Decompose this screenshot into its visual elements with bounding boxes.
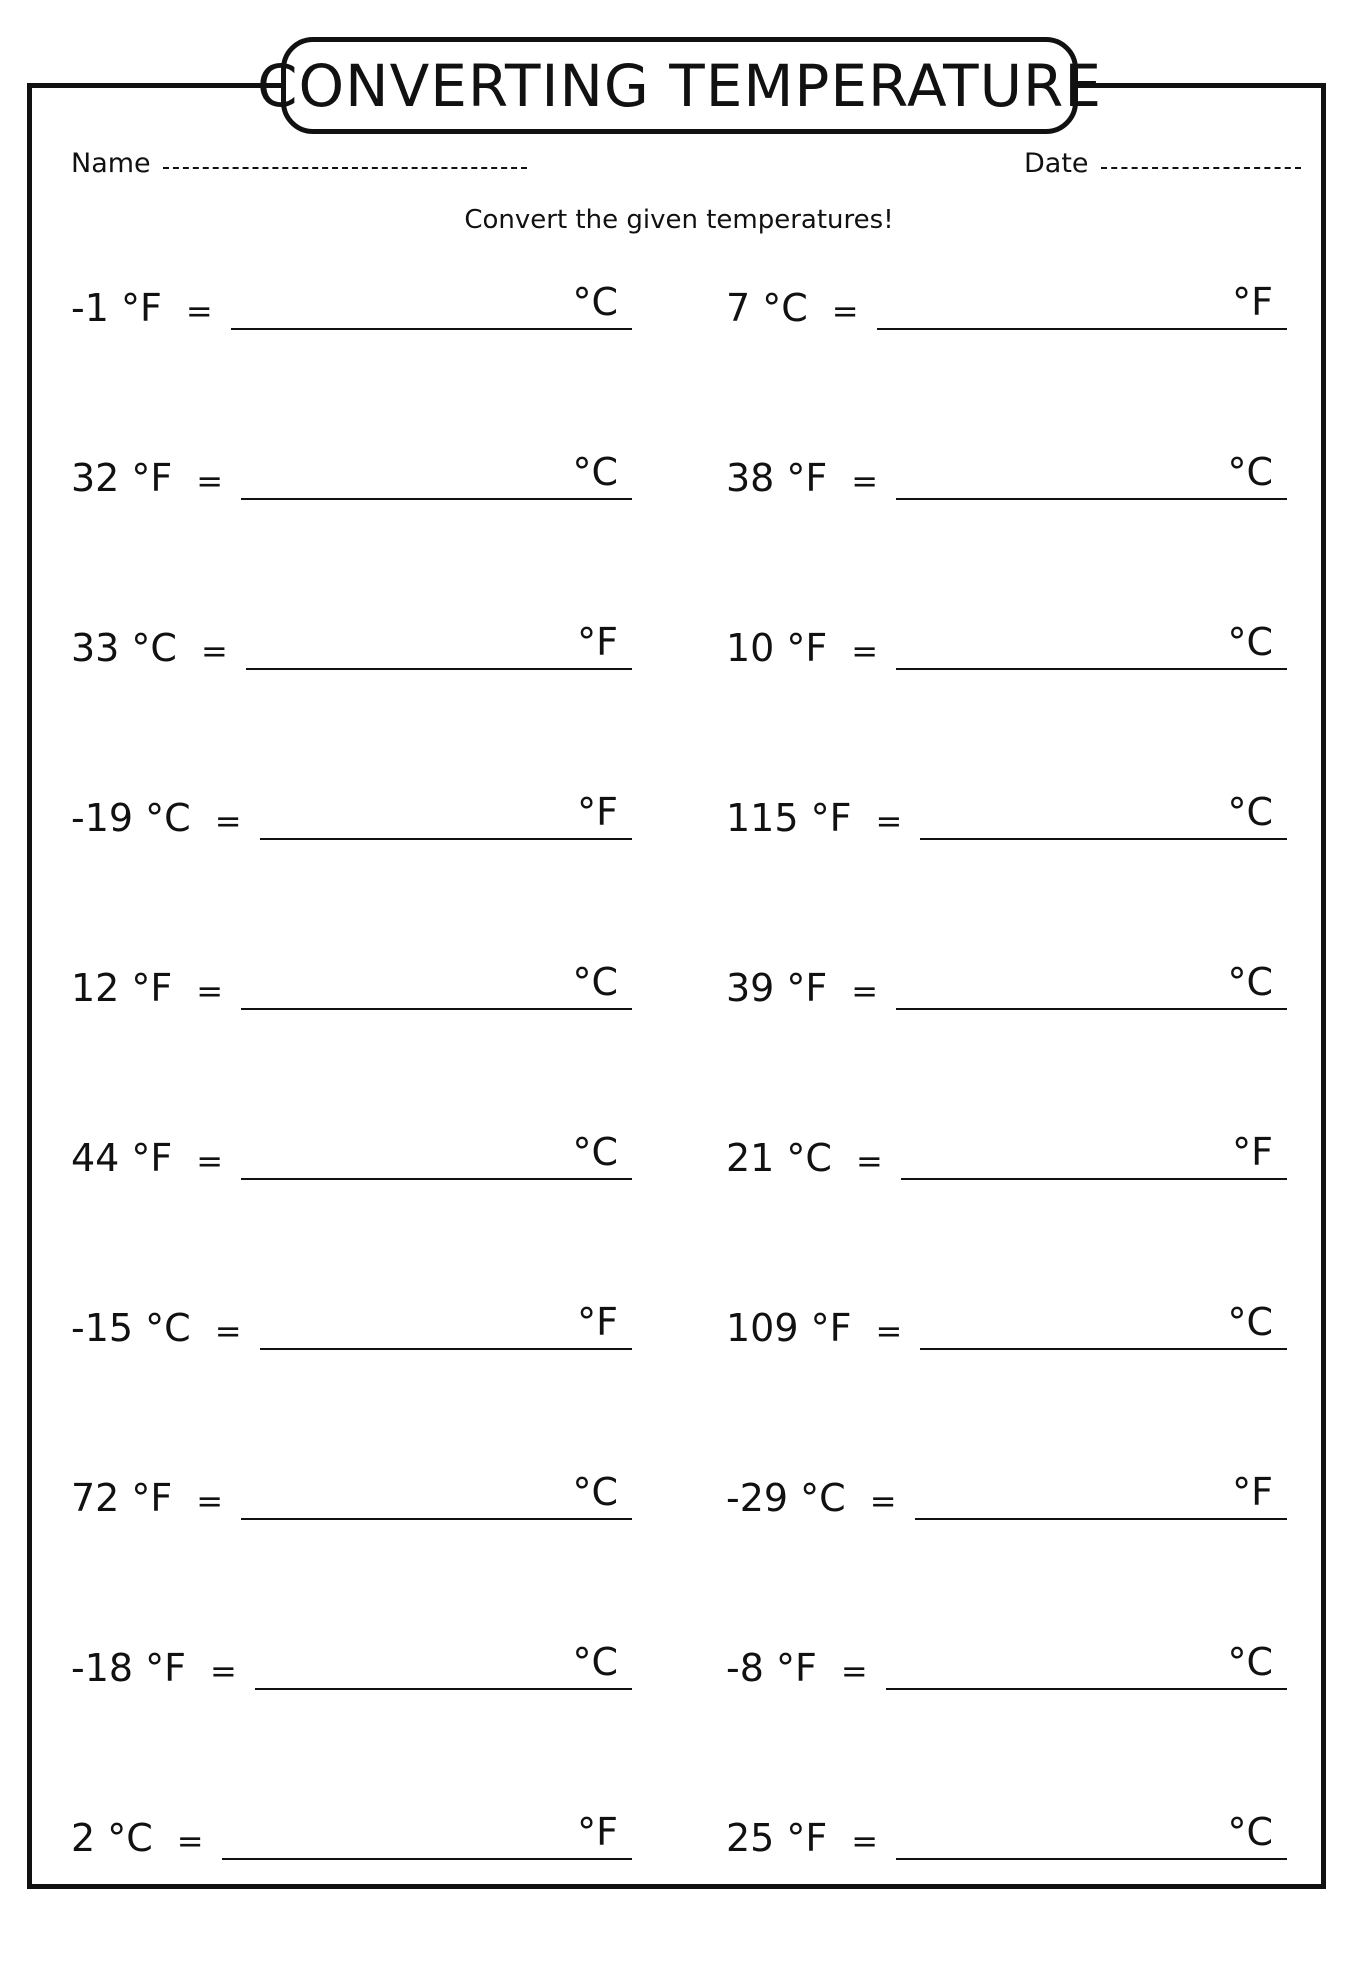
problem-item [726, 1630, 1287, 1690]
problem-value: 72 °F [71, 1476, 173, 1520]
problem-value: 109 °F [726, 1306, 852, 1350]
answer-blank[interactable] [896, 442, 1287, 500]
problem-value: 38 °F [726, 456, 828, 500]
answer-blank[interactable] [231, 272, 632, 330]
target-unit: °C [572, 960, 618, 1004]
problem-item [726, 950, 1287, 1010]
equals-sign: = [851, 1822, 879, 1860]
problem-value: 10 °F [726, 626, 828, 670]
target-unit: °F [577, 790, 618, 834]
target-unit: °C [1227, 450, 1273, 494]
problem-value: 44 °F [71, 1136, 173, 1180]
target-unit: °C [572, 450, 618, 494]
equals-sign: = [176, 1822, 204, 1860]
problem-item [726, 1120, 1287, 1180]
date-label: Date [1024, 148, 1089, 179]
target-unit: °C [1227, 1300, 1273, 1344]
target-unit: °F [577, 1810, 618, 1854]
date-field[interactable] [1024, 148, 1301, 179]
problem-item [71, 1120, 632, 1180]
answer-blank[interactable] [241, 952, 632, 1010]
target-unit: °C [1227, 620, 1273, 664]
answer-blank[interactable] [886, 1632, 1287, 1690]
answer-blank[interactable] [901, 1122, 1287, 1180]
problem-value: 2 °C [71, 1816, 153, 1860]
target-unit: °C [1227, 1810, 1273, 1854]
target-unit: °F [1232, 280, 1273, 324]
problem-item [726, 780, 1287, 840]
problem-item [71, 270, 632, 330]
equals-sign: = [196, 462, 224, 500]
problem-item [71, 1290, 632, 1350]
problem-item [71, 1630, 632, 1690]
answer-blank[interactable] [241, 442, 632, 500]
answer-blank[interactable] [255, 1632, 632, 1690]
target-unit: °C [1227, 960, 1273, 1004]
problem-item [71, 610, 632, 670]
equals-sign: = [185, 292, 213, 330]
equals-sign: = [875, 1312, 903, 1350]
problem-item [71, 1800, 632, 1860]
title-banner [257, 37, 1102, 134]
problem-value: -18 °F [71, 1646, 187, 1690]
problem-value: -15 °C [71, 1306, 191, 1350]
problem-item [71, 440, 632, 500]
equals-sign: = [196, 972, 224, 1010]
equals-sign: = [851, 632, 879, 670]
target-unit: °C [572, 1640, 618, 1684]
equals-sign: = [840, 1652, 868, 1690]
answer-blank[interactable] [920, 1292, 1287, 1350]
answer-blank[interactable] [260, 782, 633, 840]
date-blank[interactable] [1101, 166, 1301, 169]
equals-sign: = [214, 1312, 242, 1350]
equals-sign: = [855, 1142, 883, 1180]
answer-blank[interactable] [896, 612, 1287, 670]
name-blank[interactable] [163, 166, 527, 169]
target-unit: °C [572, 1470, 618, 1514]
problem-value: 12 °F [71, 966, 173, 1010]
problem-item [726, 270, 1287, 330]
problem-item [726, 1800, 1287, 1860]
name-field[interactable] [71, 148, 527, 179]
target-unit: °F [1232, 1470, 1273, 1514]
problem-value: 32 °F [71, 456, 173, 500]
problem-value: -19 °C [71, 796, 191, 840]
page-title: CONVERTING TEMPERATURE [257, 51, 1102, 120]
target-unit: °F [1232, 1130, 1273, 1174]
target-unit: °C [572, 280, 618, 324]
instruction-text: Convert the given temperatures! [464, 205, 894, 235]
problem-value: -29 °C [726, 1476, 846, 1520]
problem-value: 25 °F [726, 1816, 828, 1860]
answer-blank[interactable] [260, 1292, 633, 1350]
answer-blank[interactable] [896, 952, 1287, 1010]
problem-value: -8 °F [726, 1646, 817, 1690]
problem-item [71, 780, 632, 840]
problem-item [71, 1460, 632, 1520]
equals-sign: = [210, 1652, 237, 1690]
answer-blank[interactable] [241, 1122, 632, 1180]
equals-sign: = [875, 802, 903, 840]
problem-item [726, 610, 1287, 670]
target-unit: °C [1227, 1640, 1273, 1684]
equals-sign: = [831, 292, 859, 330]
target-unit: °F [577, 620, 618, 664]
answer-blank[interactable] [920, 782, 1287, 840]
equals-sign: = [196, 1142, 224, 1180]
answer-blank[interactable] [877, 272, 1287, 330]
target-unit: °F [577, 1300, 618, 1344]
answer-blank[interactable] [246, 612, 632, 670]
equals-sign: = [214, 802, 242, 840]
equals-sign: = [851, 462, 879, 500]
equals-sign: = [196, 1482, 224, 1520]
answer-blank[interactable] [241, 1462, 632, 1520]
problem-item [726, 440, 1287, 500]
problem-value: 33 °C [71, 626, 177, 670]
problem-value: 115 °F [726, 796, 852, 840]
target-unit: °C [572, 1130, 618, 1174]
problem-value: -1 °F [71, 286, 162, 330]
equals-sign: = [200, 632, 228, 670]
problem-value: 7 °C [726, 286, 808, 330]
problem-item [726, 1460, 1287, 1520]
equals-sign: = [851, 972, 879, 1010]
name-label: Name [71, 148, 151, 179]
target-unit: °C [1227, 790, 1273, 834]
problem-item [71, 950, 632, 1010]
problem-value: 21 °C [726, 1136, 832, 1180]
problem-value: 39 °F [726, 966, 828, 1010]
answer-blank[interactable] [222, 1802, 632, 1860]
equals-sign: = [869, 1482, 897, 1520]
answer-blank[interactable] [896, 1802, 1287, 1860]
answer-blank[interactable] [915, 1462, 1288, 1520]
problem-item [726, 1290, 1287, 1350]
problem-grid [71, 270, 1287, 1970]
